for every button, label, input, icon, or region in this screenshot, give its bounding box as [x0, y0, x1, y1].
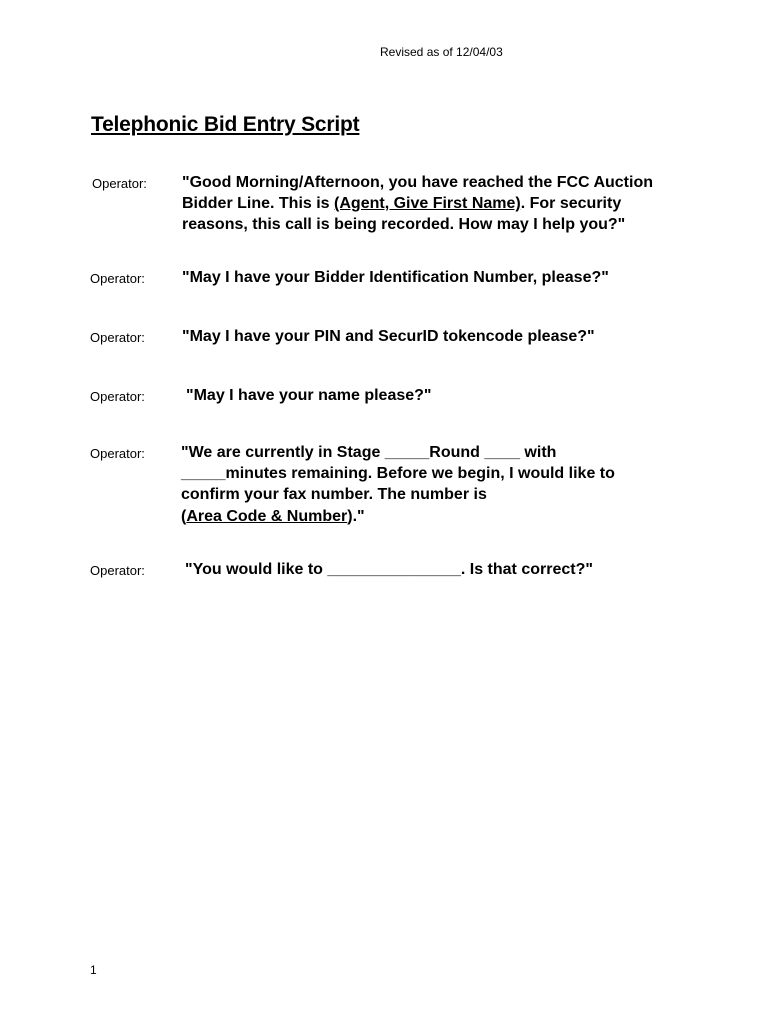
script-line: "May I have your PIN and SecurID tokencode please?"	[182, 328, 595, 345]
script-text: (	[181, 508, 187, 525]
document-title: Telephonic Bid Entry Script	[91, 113, 360, 136]
script-line: "May I have your name please?"	[186, 387, 432, 404]
script-text: )."	[347, 508, 365, 525]
speaker-label: Operator:	[90, 330, 145, 345]
agent-name-placeholder: (Agent, Give First Name)	[334, 195, 521, 212]
script-text: Bidder Line. This is	[182, 195, 335, 212]
speaker-label: Operator:	[90, 563, 145, 578]
speaker-label: Operator:	[90, 271, 145, 286]
page-number: 1	[90, 963, 97, 977]
script-text: . For security	[520, 195, 622, 212]
revision-date: Revised as of 12/04/03	[380, 45, 503, 59]
script-line: "May I have your Bidder Identification Number, please?"	[182, 269, 609, 286]
speaker-label: Operator:	[92, 176, 147, 191]
speaker-label: Operator:	[90, 446, 145, 461]
script-line: _____minutes remaining. Before we begin, I would like to	[181, 465, 615, 482]
script-line	[181, 506, 365, 527]
script-line: "We are currently in Stage _____Round ____ with	[181, 444, 557, 461]
script-line: "Good Morning/Afternoon, you have reached the FCC Auction	[182, 174, 653, 191]
script-line: reasons, this call is being recorded. How may I help you?"	[182, 216, 626, 233]
script-line	[182, 193, 621, 214]
speaker-label: Operator:	[90, 389, 145, 404]
script-line: confirm your fax number. The number is	[181, 486, 487, 503]
fax-number-placeholder: Area Code & Number	[186, 508, 348, 525]
script-line: "You would like to _______________. Is that correct?"	[185, 561, 593, 578]
